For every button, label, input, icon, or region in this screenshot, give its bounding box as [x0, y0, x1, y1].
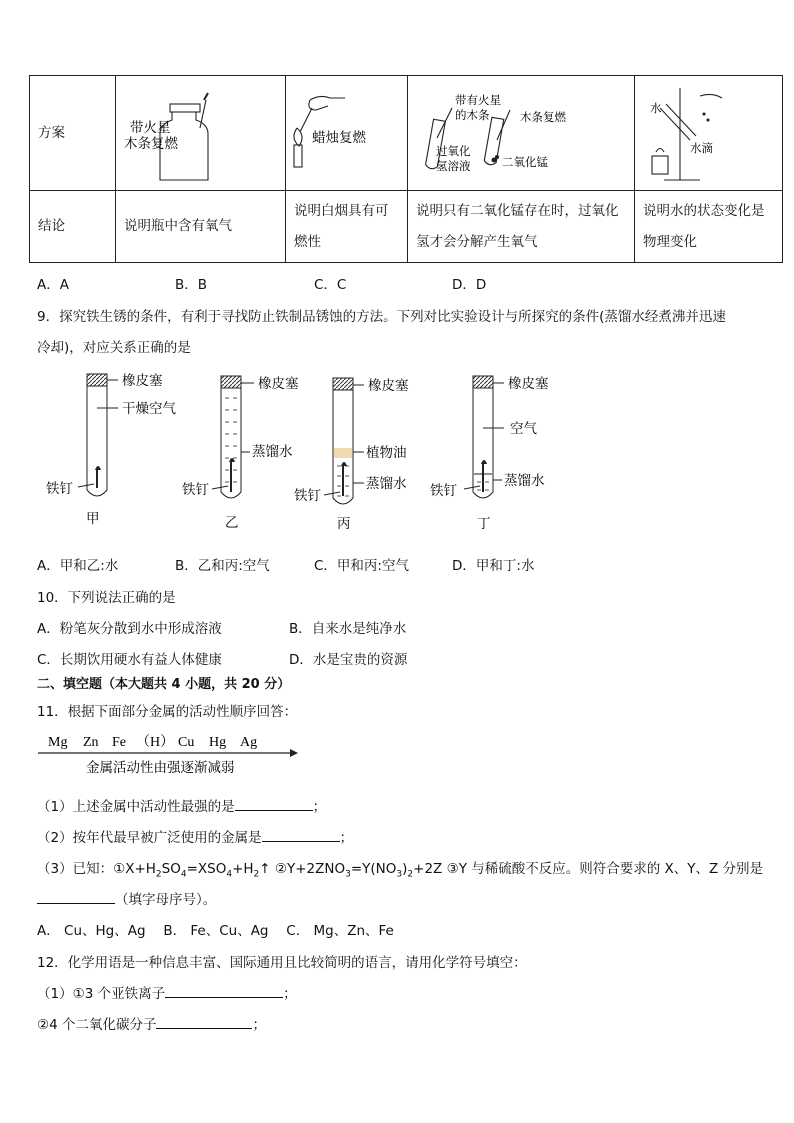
tube-bing-nail: 铁钉 [294, 488, 321, 504]
tube-jia-air: 干燥空气 [122, 401, 176, 417]
q11-blank-1[interactable] [235, 796, 313, 811]
tube-bing-water: 蒸馏水 [366, 476, 407, 492]
q12-stem: 12．化学用语是一种信息丰富、国际通用且比较简明的语言，请用化学符号填空： [37, 955, 527, 971]
q11-sub1: （1）上述金属中活动性最强的是 ； [37, 795, 326, 815]
q12-blank-1[interactable] [165, 983, 283, 998]
q11-blank-3[interactable] [37, 889, 115, 904]
tube-ding-name: 丁 [477, 516, 491, 532]
tube-jia-nail: 铁钉 [46, 481, 73, 497]
tube-ding-air: 空气 [510, 421, 537, 437]
q11-sub3: （3）已知：$①X+H_2SO_4=XSO_4+H_2↑$ $②Y+2ZNO_3=Y(NO_3)_2+2Z$ ③Y 与稀硫酸不反应。则符合要求的 X、Y、Z 分别是 [37, 861, 764, 880]
q11-options: A． Cu、Hg、Ag B． Fe、Cu、Ag C． Mg、Zn、Fe [37, 923, 394, 939]
metal-h: （H） [136, 735, 175, 750]
section-2-title: 二、填空题（本大题共 4 小题，共 20 分） [37, 677, 291, 692]
metal-fe: Fe [112, 735, 126, 750]
fig-a-label-2: 木条复燃 [124, 136, 178, 152]
conclusion-c: 说明只有二氧化锰存在时，过氧化氢才会分解产生氧气 [408, 191, 635, 263]
q9-option-d: D．甲和丁:水 [452, 558, 535, 574]
arrow-caption: 金属活动性由强逐渐减弱 [86, 760, 235, 776]
q9-option-a: A．甲和乙:水 [37, 558, 119, 574]
fig-c-label-2: 的木条 [455, 108, 490, 122]
q9-stem-line1: 9．探究铁生锈的条件，有利于寻找防止铁制品锈蚀的方法。下列对比实验设计与所探究的条件(蒸馏水经煮沸并迅速 [37, 309, 726, 325]
tube-yi-water: 蒸馏水 [252, 444, 293, 460]
q10-option-a: A．粉笔灰分散到水中形成溶液 [37, 621, 222, 637]
metal-zn: Zn [83, 735, 99, 750]
tube-ding-stopper: 橡皮塞 [508, 376, 549, 392]
q9-option-c: C．甲和丙:空气 [314, 558, 409, 574]
q8-option-c: C．C [314, 277, 347, 293]
q11-sub2: （2）按年代最早被广泛使用的金属是 ； [37, 826, 353, 846]
q10-option-b: B．自来水是纯净水 [289, 621, 407, 637]
q8-option-b: B．B [175, 277, 208, 293]
q9-option-b: B．乙和丙:空气 [175, 558, 270, 574]
tube-bing-stopper: 橡皮塞 [368, 378, 409, 394]
fig-d-label-2: 水滴 [690, 141, 713, 155]
row-header-plan: 方案 [30, 76, 116, 191]
fig-b-label: 蜡烛复燃 [312, 130, 366, 146]
tube-yi-stopper: 橡皮塞 [258, 376, 299, 392]
q9-stem-line2: 冷却)，对应关系正确的是 [37, 340, 191, 356]
metal-hg: Hg [209, 735, 227, 750]
q11-stem: 11．根据下面部分金属的活动性顺序回答： [37, 704, 298, 720]
q12-sub2: ②4 个二氧化碳分子 ； [37, 1013, 266, 1033]
q10-option-d: D．水是宝贵的资源 [289, 652, 408, 668]
tube-bing-name: 丙 [337, 516, 351, 532]
tube-yi-name: 乙 [225, 515, 239, 531]
row-header-conclusion: 结论 [30, 191, 116, 263]
fig-c-label-6: 二氧化锰 [502, 155, 548, 169]
q12-sub1: （1）①3 个亚铁离子 ； [37, 982, 297, 1002]
tube-yi-nail: 铁钉 [182, 482, 209, 498]
conclusion-b: 说明白烟具有可燃性 [286, 191, 408, 263]
fig-c-label-4: 过氧化 [436, 144, 471, 158]
tube-ding-nail: 铁钉 [430, 483, 457, 499]
tube-jia-stopper: 橡皮塞 [122, 373, 163, 389]
q11-sub3-line2: （填字母序号）。 [37, 888, 216, 908]
conclusion-d: 说明水的状态变化是物理变化 [635, 191, 783, 263]
fig-d-label-1: 水 [650, 101, 662, 115]
q12-blank-2[interactable] [156, 1014, 252, 1029]
tube-ding-water: 蒸馏水 [504, 473, 545, 489]
metal-ag: Ag [240, 735, 258, 750]
conclusion-a: 说明瓶中含有氧气 [116, 191, 286, 263]
metal-cu: Cu [178, 735, 195, 750]
fig-a-label-1: 带火星 [130, 120, 171, 136]
q11-blank-2[interactable] [262, 827, 340, 842]
metal-mg: Mg [48, 735, 68, 750]
fig-c-label-1: 带有火星 [455, 93, 501, 107]
q8-option-a: A．A [37, 277, 69, 293]
q8-option-d: D．D [452, 277, 487, 293]
q10-option-c: C．长期饮用硬水有益人体健康 [37, 652, 222, 668]
fig-c-label-3: 木条复燃 [520, 110, 566, 124]
tube-jia-name: 甲 [86, 511, 100, 527]
fig-c-label-5: 氢溶液 [436, 159, 471, 173]
tube-bing-oil: 植物油 [366, 445, 407, 461]
q10-stem: 10．下列说法正确的是 [37, 590, 176, 606]
